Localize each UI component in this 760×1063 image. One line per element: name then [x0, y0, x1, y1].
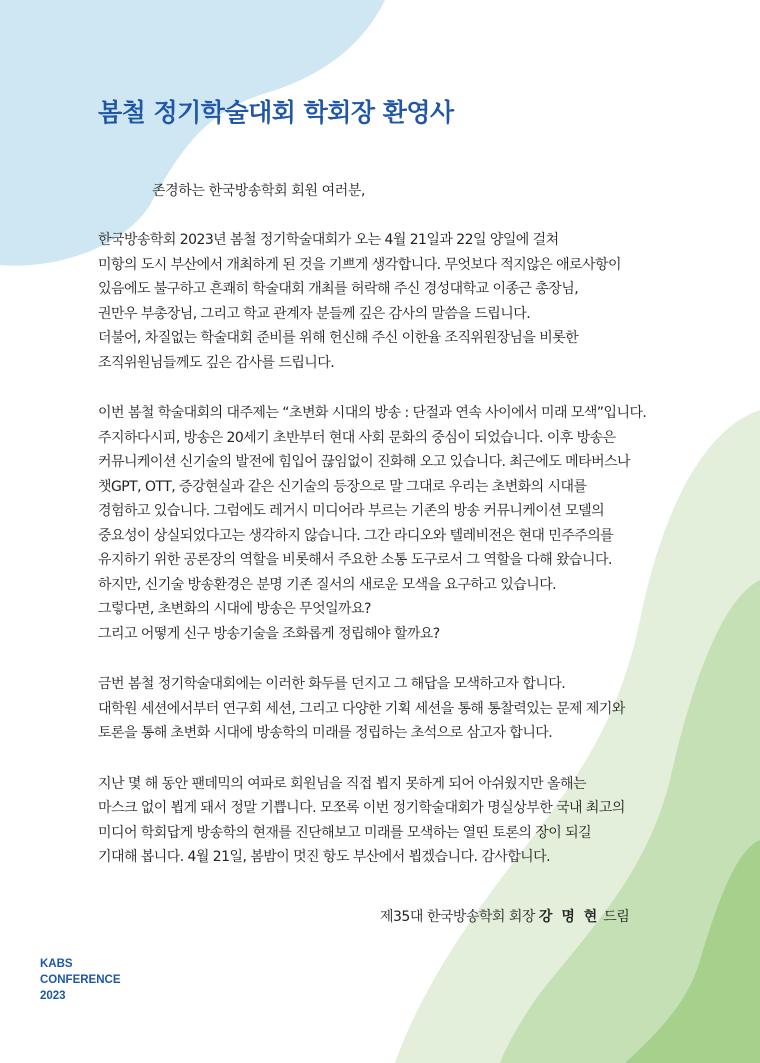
paragraph-4 — [98, 772, 718, 870]
paragraph-1 — [98, 228, 718, 375]
text-line: 지난 몇 해 동안 팬데믹의 여파로 회원님을 직접 뵙지 못하게 되어 아쉬웠지만 올해는 — [98, 775, 586, 792]
letter-body — [98, 228, 718, 896]
text-line: 조직위원님들께도 깊은 감사를 드립니다. — [98, 354, 335, 371]
text-line: 있음에도 불구하고 흔쾌히 학술대회 개최를 허락해 주신 경성대학교 이종근 총장님, — [98, 281, 579, 297]
text-line: 주지하다시피, 방송은 20세기 초반부터 현대 사회 문화의 중심이 되었습니다. 이후 방송은 — [98, 429, 616, 446]
text-line: 마스크 없이 뵙게 돼서 정말 기쁩니다. 모쪼록 이번 정기학술대회가 명실상부한 국내 최고의 — [98, 800, 625, 816]
text-line: 미항의 도시 부산에서 개최하게 된 것을 기쁘게 생각합니다. 무엇보다 적지않은 애로사항이 — [98, 256, 621, 273]
text-line: 토론을 통해 초변화 시대에 방송학의 미래를 정립하는 초석으로 삼고자 합니다. — [98, 725, 553, 741]
signature-name: 강 명 현 — [538, 909, 600, 925]
text-line: 더불어, 차질없는 학술대회 준비를 위해 헌신해 주신 이한율 조직위원장님을 비롯한 — [98, 330, 579, 346]
signature-suffix: 드림 — [603, 909, 630, 925]
greeting: 존경하는 한국방송학회 회원 여러분, — [152, 183, 366, 199]
paragraph-3 — [98, 672, 718, 746]
page-title: 봄철 정기학술대회 학회장 환영사 — [98, 98, 454, 127]
paragraph-2 — [98, 401, 718, 646]
text-line: 한국방송학회 2023년 봄철 정기학술대회가 오는 4월 21일과 22일 양일에 걸쳐 — [98, 232, 559, 248]
signature — [380, 906, 630, 926]
logo-line-2: CONFERENCE — [40, 974, 121, 986]
text-line: 기대해 봅니다. 4월 21일, 봄밤이 멋진 항도 부산에서 뵙겠습니다. 감사합니다. — [98, 849, 551, 865]
signature-prefix: 제35대 한국방송학회 회장 — [380, 909, 535, 925]
logo-line-1: KABS — [40, 958, 73, 970]
blue-blob-top-left — [0, 0, 385, 266]
text-line: 그리고 어떻게 신구 방송기술을 조화롭게 정립해야 할까요? — [98, 625, 440, 642]
text-line: 경험하고 있습니다. 그럼에도 레거시 미디어라 부르는 기존의 방송 커뮤니케이션 모델의 — [98, 503, 605, 519]
logo-line-3: 2023 — [40, 990, 66, 1002]
text-line: 챗GPT, OTT, 증강현실과 같은 신기술의 등장으로 말 그대로 우리는 초변화의 시대를 — [98, 478, 587, 495]
text-line: 대학원 세션에서부터 연구회 세션, 그리고 다양한 기획 세션을 통해 통찰력있는 문제 제기와 — [98, 700, 625, 717]
text-line: 그렇다면, 초변화의 시대에 방송은 무엇일까요? — [98, 601, 371, 617]
text-line: 유지하기 위한 공론장의 역할을 비롯해서 주요한 소통 도구로서 그 역할을 다해 왔습니다. — [98, 552, 612, 568]
text-line: 중요성이 상실되었다고는 생각하지 않습니다. 그간 라디오와 텔레비전은 현대 민주주의를 — [98, 527, 614, 544]
text-line: 금번 봄철 정기학술대회에는 이러한 화두를 던지고 그 해답을 모색하고자 합니다. — [98, 676, 566, 692]
text-line: 미디어 학회답게 방송학의 현재를 진단해보고 미래를 모색하는 열띤 토론의 장이 되길 — [98, 824, 592, 841]
text-line: 이번 봄철 학술대회의 대주제는 “초변화 시대의 방송 : 단절과 연속 사이에서 미래 모색”입니다. — [98, 405, 647, 421]
text-line: 하지만, 신기술 방송환경은 분명 기존 질서의 새로운 모색을 요구하고 있습니다. — [98, 576, 557, 593]
conference-logo — [40, 956, 121, 1004]
text-line: 커뮤니케이션 신기술의 발전에 힘입어 끊임없이 진화해 오고 있습니다. 최근에도 메타버스나 — [98, 454, 631, 470]
text-line: 권만우 부총장님, 그리고 학교 관계자 분들께 깊은 감사의 말씀을 드립니다. — [98, 305, 531, 322]
